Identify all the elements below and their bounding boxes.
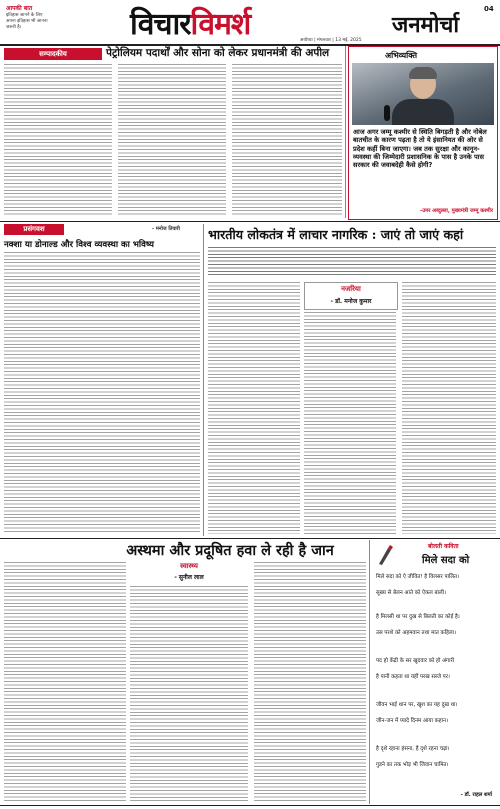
masthead-left-line-2: अपना इतिहास भी जानना (6, 19, 48, 24)
main-intro (208, 247, 496, 277)
swasthya-headline: अस्थमा और प्रदूषित हवा ले रही है जान (126, 542, 334, 559)
opinion-box (348, 46, 498, 220)
nazariya-box (304, 282, 398, 310)
poem-stanza-4-line-2: जीन-जन में प्यादे दिनम आया कहान। (376, 718, 449, 724)
main-body-col-2 (304, 312, 396, 534)
main-body-col-3 (402, 282, 496, 534)
title-vimarsh: विमर्श (190, 7, 251, 42)
prasangvash-headline: नक्शा या डोनाल्ड और विश्व व्यवस्था का भविष्य (4, 240, 154, 250)
swasthya-body-col-1 (4, 562, 126, 802)
poem-stanza-5-line-2: गुडने का तक भोड़ भी जिवान चामित। (376, 762, 449, 768)
nazariya-author: - डॉ. मनोज कुमार (330, 298, 372, 305)
swasthya-column-header (130, 562, 248, 584)
poem-stanza-5-line-1: है दृशे रहाना हंसना, है दृशे रहना चढ़ा। (376, 746, 450, 752)
poem-box (372, 540, 496, 804)
pen-icon (376, 544, 394, 566)
swasthya-author: - सुनील लाल (174, 574, 204, 581)
poem-title: मिले सदा को (422, 555, 470, 566)
date-line: अयोध्या | मंगलवार | 13 मई, 2025 (300, 38, 362, 43)
editorial-body-col-1 (4, 64, 112, 216)
poem-stanza-2-line-1: है मिलसी था पर दुख से बिलती का कोई है। (376, 614, 460, 620)
page-number: 04 (484, 5, 494, 13)
footer-rule (0, 805, 500, 806)
main-headline: भारतीय लोकतंत्र में लाचार नागरिक : जाएं तो जाएं कहां (208, 227, 464, 242)
poem-stanza-3-line-2: है पानी कहता था यहीं परख सब्जे पर। (376, 674, 450, 680)
divider (345, 46, 346, 218)
masthead-left-line-1: इतिहास जानने के लिए (6, 13, 43, 18)
prasangvash-label: प्रसंगवश (4, 224, 64, 235)
divider (369, 540, 370, 804)
opinion-quote: आज अगर जम्मू कश्मीर से स्थिति बिगड़ती है और नोबेल बातचीत के कारण पढ़ता है तो ये इंसानियत की ओर से प्रदेश कहीं बिना जाएगा। जब तक सुरक्षा और कानून-व्यवस्था की जिम्मेदारी प्रशासनिक के पास है उनके पास सरकार की जवाबदेही कैसे होगी? (353, 128, 487, 170)
title-vichar: विचार (130, 7, 191, 42)
swasthya-body-col-2 (130, 586, 248, 802)
divider (203, 224, 204, 536)
masthead-left-line-3: जरूरी है। (6, 25, 22, 30)
poem-stanza-3-line-1: पद हो केंद्री के सर खुदवार को हो अंगारी (376, 658, 455, 664)
editorial-body-col-3 (232, 64, 342, 216)
editorial-label: सम्पादकीय (4, 48, 102, 60)
nazariya-label: नजरिया (341, 285, 361, 293)
person-body (392, 99, 454, 125)
editorial-headline: पेट्रोलियम पदार्थों और सोना को लेकर प्रधानमंत्री की अपील (106, 47, 330, 59)
prasangvash-author: - मनोज तिवारी (152, 226, 180, 232)
swasthya-label: स्वास्थ्य (180, 562, 198, 570)
poem-header (392, 540, 496, 570)
poem-stanza-2-line-2: उस परशे को अहमवान तथा मात कहिला। (376, 630, 457, 636)
microphone-icon (384, 105, 390, 121)
person-hair (409, 67, 437, 79)
section-rule (0, 221, 500, 222)
masthead-left-label: आपकी बात (6, 5, 33, 12)
poem-byline: - डॉ. राहल शर्मा (460, 792, 492, 798)
editorial-body-col-2 (118, 64, 226, 216)
poem-column-label: बोलती कविता (428, 543, 459, 550)
prasangvash-body (4, 252, 200, 534)
opinion-label: अभिव्यक्ति (385, 51, 418, 60)
section-rule (0, 538, 500, 539)
opinion-photo (352, 63, 494, 125)
brand-logo: जनमोर्चा (392, 12, 460, 38)
masthead-title (130, 2, 250, 43)
main-body-col-1 (208, 282, 300, 534)
masthead (0, 0, 500, 44)
opinion-byline: -उमर अब्दुल्ला, मुख्यमंत्री जम्मू कश्मीर (420, 208, 493, 214)
poem-stanza-1-line-1: मिले सदा को ऐ जीवित! है विलसर पालित। (376, 574, 460, 580)
poem-stanza-4-line-1: जीवन भाई थान पर, खुश का यह दुख था। (376, 702, 458, 708)
swasthya-body-col-3 (254, 562, 366, 802)
poem-stanza-1-line-2: सूख्य से बेलन आते को ऐकल बाली। (376, 590, 447, 596)
